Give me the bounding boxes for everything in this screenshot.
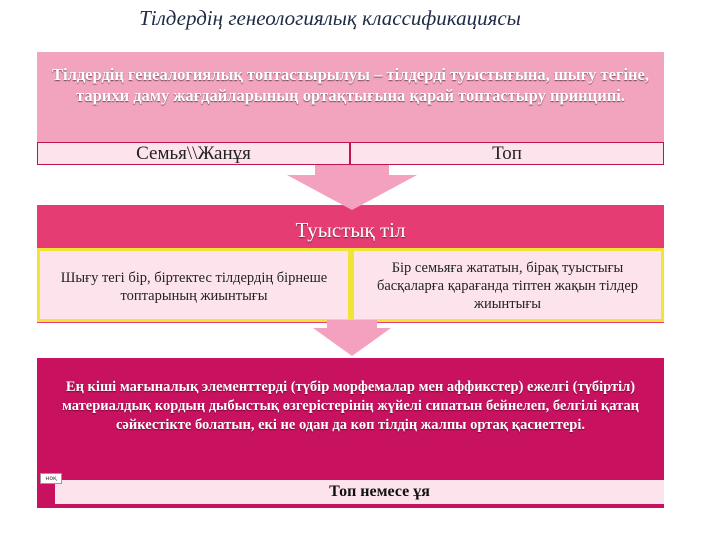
down-arrow-icon: [313, 320, 391, 356]
down-arrow-icon: [287, 165, 417, 210]
bottom-label: Топ немесе ұя: [55, 480, 664, 504]
small-tag: ноқ: [40, 473, 62, 484]
family-description-box: [37, 248, 351, 322]
page-title: Тілдердің генеологиялық классификациясы: [139, 6, 521, 30]
group-tab: Топ: [350, 142, 664, 165]
kinship-title: Туыстық тіл: [295, 218, 406, 242]
group-description: Бір семьяға жататын, бірақ туыстығы басқаларға қарағанда тіптен жақын тілдер жиынтығы: [376, 260, 639, 312]
family-tab: Семья\\Жанұя: [37, 142, 350, 165]
morpheme-description-box: Ең кіші мағыналық элементтерді (түбір морфемалар мен аффикстер) ежелгі (түбіртіл) материалдық кордың дыбыстық өзгерістерінің жүйелі сипатын бейнелеп, белгілі қатаң сәйкестікте болатын, екі не одан да көп тілдің жалпы ортақ қасиеттері.: [37, 358, 664, 475]
group-description-box: [351, 248, 664, 322]
definition-box: Тілдердің генеалогиялық топтастырылуы – тілдерді туыстығына, шығу тегіне, тарихи даму жағдайларының ортақтығына қарай топтастыру принципі.: [37, 52, 664, 142]
family-description: Шығу тегі бір, біртектес тілдердің бірнеше топтарының жиынтығы: [60, 270, 328, 304]
